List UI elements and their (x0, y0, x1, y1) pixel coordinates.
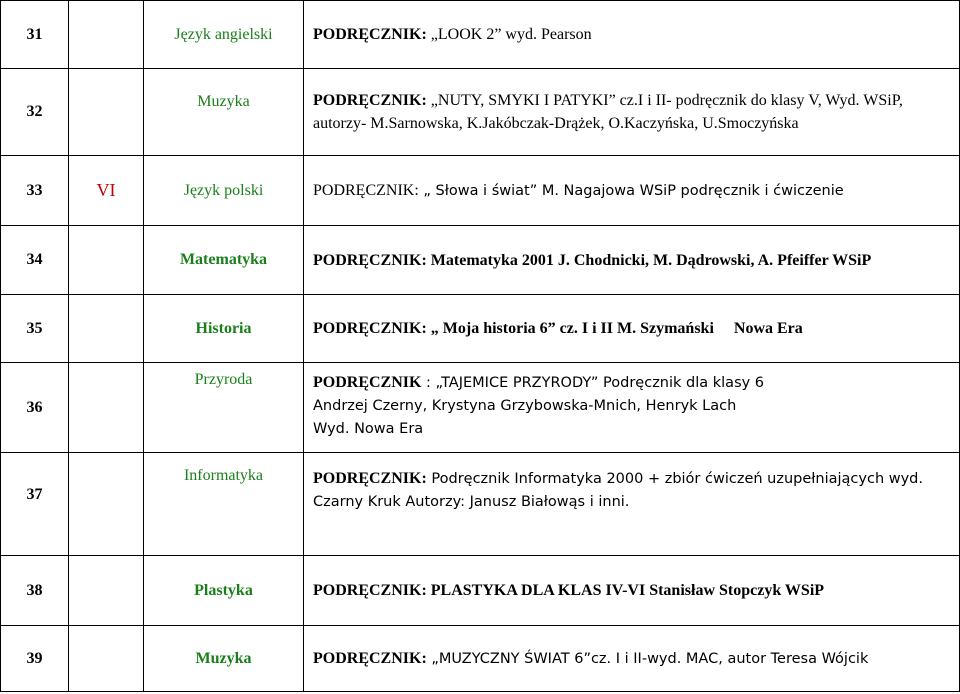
textbook-text: „NUTY, SMYKI I PATYKI” cz.I i II- podręcznik do klasy V, Wyd. WSiP, autorzy- M.Sarnowska, K.Jakóbczak-Drążek, O.Kaczyńska, U.Smoczyńska (313, 92, 903, 132)
table-row (1, 1, 960, 69)
row-number: 34 (1, 226, 69, 295)
subject-cell: Przyroda (144, 363, 304, 453)
subject-cell: Muzyka (144, 626, 304, 692)
grade-cell (69, 453, 144, 556)
textbook-text: : „TAJEMICE PRZYRODY” Podręcznik dla klasy 6 (421, 375, 765, 391)
grade-cell (69, 69, 144, 156)
subject-cell: Język angielski (144, 1, 304, 69)
textbook-description (304, 1, 960, 69)
textbook-text: „ Słowa i świat” M. Nagajowa WSiP podręcznik i ćwiczenie (418, 182, 844, 199)
table-row (1, 295, 960, 363)
textbook-description (304, 626, 960, 692)
table-row (1, 453, 960, 556)
textbook-label: PODRĘCZNIK: (313, 470, 427, 487)
textbook-authors: Czarny Kruk Autorzy: Janusz Białowąs i inni. (313, 494, 630, 510)
grade-cell (69, 226, 144, 295)
textbook-text: PLASTYKA DLA KLAS IV-VI Stanisław Stopczyk WSiP (426, 582, 825, 599)
subject-cell: Plastyka (144, 556, 304, 626)
textbook-label: PODRĘCZNIK: (313, 320, 427, 337)
textbook-description (304, 556, 960, 626)
row-number: 31 (1, 1, 69, 69)
textbook-authors: Andrzej Czerny, Krystyna Grzybowska-Mnich, Henryk Lach (313, 398, 737, 414)
row-number: 37 (1, 453, 69, 556)
textbook-text: Podręcznik Informatyka 2000 + zbiór ćwiczeń uzupełniających wyd. (426, 471, 923, 487)
textbook-label: PODRĘCZNIK (313, 374, 422, 391)
textbook-description (304, 453, 960, 556)
grade-cell (69, 556, 144, 626)
subject-cell: Język polski (144, 156, 304, 226)
textbook-label: PODRĘCZNIK: (313, 582, 427, 599)
textbook-description (304, 363, 960, 453)
row-number: 39 (1, 626, 69, 692)
textbook-text: „LOOK 2” wyd. Pearson (426, 26, 592, 43)
textbook-description (304, 226, 960, 295)
grade-cell: VI (69, 156, 144, 226)
row-number: 33 (1, 156, 69, 226)
row-number: 38 (1, 556, 69, 626)
textbook-label: PODRĘCZNIK: (313, 649, 427, 667)
row-number: 35 (1, 295, 69, 363)
textbook-description (304, 156, 960, 226)
textbook-description (304, 69, 960, 156)
textbook-text: „MUZYCZNY ŚWIAT 6”cz. I i II-wyd. MAC, autor Teresa Wójcik (426, 650, 869, 667)
grade-cell (69, 363, 144, 453)
table-row (1, 156, 960, 226)
textbook-text: Matematyka 2001 J. Chodnicki, M. Dądrowski, A. Pfeiffer WSiP (426, 251, 872, 269)
textbook-label: PODRĘCZNIK: (313, 92, 427, 109)
table-row (1, 556, 960, 626)
table-row (1, 226, 960, 295)
textbook-label: PODRĘCZNIK: (313, 181, 419, 199)
subject-cell: Muzyka (144, 69, 304, 156)
grade-cell (69, 626, 144, 692)
textbook-publisher: Wyd. Nowa Era (313, 421, 424, 437)
publisher-text: Nowa Era (733, 320, 803, 337)
textbook-text: „ Moja historia 6” cz. I i II M. Szymański (426, 320, 714, 337)
table-row (1, 363, 960, 453)
textbook-label: PODRĘCZNIK: (313, 251, 427, 269)
subject-cell: Historia (144, 295, 304, 363)
grade-cell (69, 295, 144, 363)
grade-cell (69, 1, 144, 69)
subject-cell: Informatyka (144, 453, 304, 556)
table-row (1, 626, 960, 692)
row-number: 32 (1, 69, 69, 156)
table-row (1, 69, 960, 156)
textbook-description (304, 295, 960, 363)
subject-cell: Matematyka (144, 226, 304, 295)
textbook-label: PODRĘCZNIK: (313, 26, 427, 43)
row-number: 36 (1, 363, 69, 453)
